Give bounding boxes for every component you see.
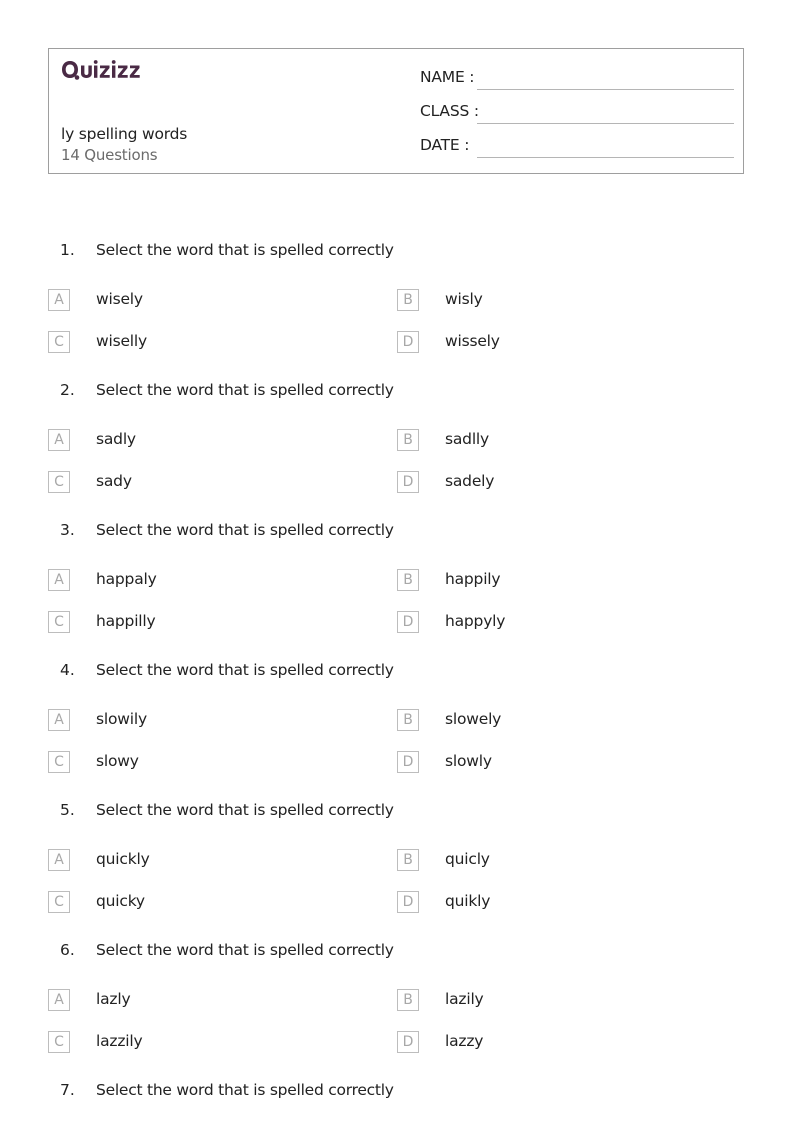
option-b[interactable] — [397, 289, 697, 313]
worksheet-title: ly spelling words — [61, 125, 188, 143]
option-text: slowily — [96, 710, 147, 728]
question-text: Select the word that is spelled correctly — [96, 801, 394, 819]
option-d[interactable] — [397, 751, 697, 775]
question-number: 5. — [60, 801, 75, 819]
option-c[interactable] — [48, 751, 348, 775]
option-letter-box[interactable]: C — [48, 471, 70, 493]
option-text: wissely — [445, 332, 500, 350]
class-field[interactable] — [420, 102, 734, 126]
option-text: quicly — [445, 850, 490, 868]
option-a[interactable] — [48, 289, 348, 313]
question-number: 3. — [60, 521, 75, 539]
class-label: CLASS : — [420, 102, 479, 120]
option-letter-box[interactable]: B — [397, 709, 419, 731]
option-d[interactable] — [397, 1031, 697, 1055]
option-letter-box[interactable]: D — [397, 611, 419, 633]
option-letter-box[interactable]: A — [48, 849, 70, 871]
option-text: sady — [96, 472, 132, 490]
option-text: quikly — [445, 892, 491, 910]
question-text: Select the word that is spelled correctly — [96, 381, 394, 399]
option-letter-box[interactable]: A — [48, 709, 70, 731]
class-line[interactable] — [477, 123, 734, 124]
option-letter-box[interactable]: C — [48, 751, 70, 773]
option-b[interactable] — [397, 709, 697, 733]
worksheet-header — [48, 48, 744, 174]
option-b[interactable] — [397, 989, 697, 1013]
option-text: happilly — [96, 612, 156, 630]
option-c[interactable] — [48, 331, 348, 355]
option-text: lazzy — [445, 1032, 484, 1050]
option-text: wisely — [96, 290, 143, 308]
name-field[interactable] — [420, 68, 734, 92]
option-letter-box[interactable]: A — [48, 289, 70, 311]
name-line[interactable] — [477, 89, 734, 90]
option-a[interactable] — [48, 429, 348, 453]
option-text: slowly — [445, 752, 492, 770]
option-a[interactable] — [48, 849, 348, 873]
option-a[interactable] — [48, 709, 348, 733]
option-b[interactable] — [397, 849, 697, 873]
option-d[interactable] — [397, 471, 697, 495]
option-text: sadly — [96, 430, 136, 448]
option-text: happily — [445, 570, 501, 588]
option-letter-box[interactable]: A — [48, 569, 70, 591]
question-text: Select the word that is spelled correctly — [96, 941, 394, 959]
option-text: wiselly — [96, 332, 147, 350]
option-text: happaly — [96, 570, 157, 588]
option-letter-box[interactable]: B — [397, 849, 419, 871]
option-d[interactable] — [397, 611, 697, 635]
option-letter-box[interactable]: D — [397, 331, 419, 353]
option-b[interactable] — [397, 429, 697, 453]
option-letter-box[interactable]: A — [48, 429, 70, 451]
option-letter-box[interactable]: C — [48, 1031, 70, 1053]
question-number: 4. — [60, 661, 75, 679]
option-letter-box[interactable]: D — [397, 471, 419, 493]
option-a[interactable] — [48, 569, 348, 593]
option-text: sadely — [445, 472, 495, 490]
option-letter-box[interactable]: C — [48, 331, 70, 353]
option-letter-box[interactable]: B — [397, 289, 419, 311]
question-number: 2. — [60, 381, 75, 399]
question-text: Select the word that is spelled correctly — [96, 241, 394, 259]
option-letter-box[interactable]: C — [48, 611, 70, 633]
date-field[interactable] — [420, 136, 734, 160]
option-letter-box[interactable]: D — [397, 891, 419, 913]
option-text: lazily — [445, 990, 484, 1008]
question-text: Select the word that is spelled correctly — [96, 1081, 394, 1099]
option-text: happyly — [445, 612, 506, 630]
option-text: sadlly — [445, 430, 489, 448]
question-number: 6. — [60, 941, 75, 959]
option-letter-box[interactable]: D — [397, 751, 419, 773]
option-d[interactable] — [397, 891, 697, 915]
option-c[interactable] — [48, 611, 348, 635]
option-letter-box[interactable]: B — [397, 569, 419, 591]
date-label: DATE : — [420, 136, 470, 154]
option-text: wisly — [445, 290, 483, 308]
option-letter-box[interactable]: B — [397, 989, 419, 1011]
question-number: 1. — [60, 241, 75, 259]
option-b[interactable] — [397, 569, 697, 593]
option-letter-box[interactable]: C — [48, 891, 70, 913]
option-text: slowy — [96, 752, 139, 770]
question-text: Select the word that is spelled correctly — [96, 661, 394, 679]
name-label: NAME : — [420, 68, 475, 86]
date-line[interactable] — [477, 157, 734, 158]
question-text: Select the word that is spelled correctly — [96, 521, 394, 539]
option-text: lazzily — [96, 1032, 143, 1050]
question-number: 7. — [60, 1081, 75, 1099]
option-letter-box[interactable]: A — [48, 989, 70, 1011]
option-letter-box[interactable]: B — [397, 429, 419, 451]
option-text: slowely — [445, 710, 502, 728]
option-text: quickly — [96, 850, 150, 868]
option-text: lazly — [96, 990, 131, 1008]
option-text: quicky — [96, 892, 145, 910]
option-c[interactable] — [48, 1031, 348, 1055]
option-d[interactable] — [397, 331, 697, 355]
option-c[interactable] — [48, 471, 348, 495]
question-count: 14 Questions — [61, 146, 158, 164]
option-a[interactable] — [48, 989, 348, 1013]
option-c[interactable] — [48, 891, 348, 915]
option-letter-box[interactable]: D — [397, 1031, 419, 1053]
quizizz-logo — [61, 57, 153, 89]
